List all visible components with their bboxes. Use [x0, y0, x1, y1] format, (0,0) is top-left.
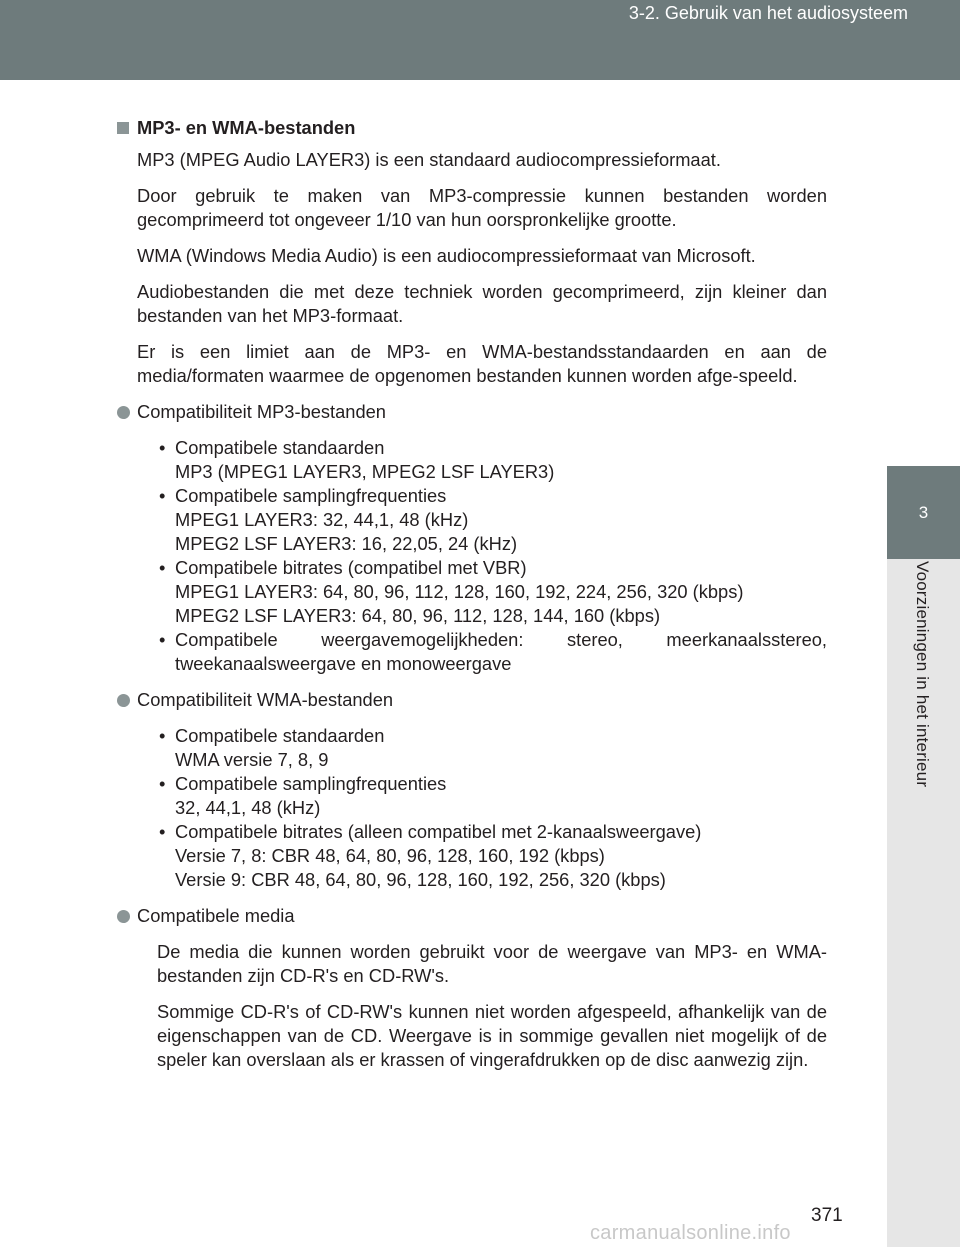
list-item	[159, 436, 827, 484]
mp3-list	[159, 436, 827, 676]
list-item	[159, 628, 827, 676]
dot-bullet-icon: •	[159, 485, 166, 506]
list-item	[159, 556, 827, 628]
list-item-title: Compatibele standaarden	[175, 725, 385, 746]
section-heading-text: MP3- en WMA-bestanden	[137, 117, 356, 138]
watermark: carmanualsonline.info	[590, 1222, 791, 1244]
list-item-line: MPEG1 LAYER3: 32, 44,1, 48 (kHz)	[175, 509, 469, 530]
dot-bullet-icon: •	[159, 557, 166, 578]
list-item-line: MPEG2 LSF LAYER3: 16, 22,05, 24 (kHz)	[175, 533, 518, 554]
square-bullet-icon	[117, 122, 129, 134]
list-item-line: Versie 7, 8: CBR 48, 64, 80, 96, 128, 160, 192 (kbps)	[175, 845, 605, 866]
wma-list	[159, 724, 827, 892]
subsection-heading-text: Compatibiliteit WMA-bestanden	[137, 689, 394, 710]
paragraph: Audiobestanden die met deze techniek worden gecomprimeerd, zijn kleiner dan bestanden van het MP3-formaat.	[137, 281, 827, 326]
dot-bullet-icon: •	[159, 821, 166, 842]
list-item	[159, 820, 827, 892]
dot-bullet-icon: •	[159, 773, 166, 794]
round-bullet-icon	[117, 406, 130, 419]
paragraph: Er is een limiet aan de MP3- en WMA-bestandsstandaarden en aan de media/formaten waarmee de opgenomen bestanden kunnen worden afge-speeld.	[137, 341, 827, 386]
list-item-line: MPEG2 LSF LAYER3: 64, 80, 96, 112, 128, 144, 160 (kbps)	[175, 605, 661, 626]
list-item-title: Compatibele weergavemogelijkheden: stereo, meerkanaalsstereo,	[175, 629, 827, 650]
dot-bullet-icon: •	[159, 725, 166, 746]
page-content	[117, 116, 827, 1084]
list-item-line: WMA versie 7, 8, 9	[175, 749, 329, 770]
list-item-line: MP3 (MPEG1 LAYER3, MPEG2 LSF LAYER3)	[175, 461, 555, 482]
list-item-title: Compatibele bitrates (compatibel met VBR)	[175, 557, 527, 578]
dot-bullet-icon: •	[159, 437, 166, 458]
paragraph: MP3 (MPEG Audio LAYER3) is een standaard audiocompressieformaat.	[137, 149, 721, 170]
page-number: 371	[811, 1205, 843, 1226]
subsection-heading-media	[117, 904, 827, 928]
paragraph: Sommige CD-R's of CD-RW's kunnen niet worden afgespeeld, afhankelijk van de eigenschappen van de CD. Weergave is in sommige gevallen niet mogelijk of de speler kan overslaan als er krassen of vingerafdrukken op de disc aanwezig zijn.	[157, 1001, 827, 1070]
subsection-heading-text: Compatibele media	[137, 905, 295, 926]
list-item-title: Compatibele standaarden	[175, 437, 385, 458]
page-header	[0, 0, 960, 80]
round-bullet-icon	[117, 694, 130, 707]
chapter-number-tab: 3	[887, 466, 960, 559]
list-item-title: Compatibele bitrates (alleen compatibel met 2-kanaalsweergave)	[175, 821, 702, 842]
list-item	[159, 772, 827, 820]
subsection-heading-wma	[117, 688, 827, 712]
round-bullet-icon	[117, 910, 130, 923]
paragraph: WMA (Windows Media Audio) is een audiocompressieformaat van Microsoft.	[137, 245, 756, 266]
list-item-line: 32, 44,1, 48 (kHz)	[175, 797, 321, 818]
list-item	[159, 724, 827, 772]
list-item-line: MPEG1 LAYER3: 64, 80, 96, 112, 128, 160, 192, 224, 256, 320 (kbps)	[175, 581, 744, 602]
list-item-line: Versie 9: CBR 48, 64, 80, 96, 128, 160, 192, 256, 320 (kbps)	[175, 869, 666, 890]
chapter-label: Voorzieningen in het interieur	[913, 561, 932, 788]
list-item-title: Compatibele samplingfrequenties	[175, 485, 447, 506]
subsection-heading-mp3	[117, 400, 827, 424]
subsection-heading-text: Compatibiliteit MP3-bestanden	[137, 401, 386, 422]
list-item-line: tweekanaalsweergave en monoweergave	[175, 653, 512, 674]
paragraph: De media die kunnen worden gebruikt voor de weergave van MP3- en WMA-bestanden zijn CD-R's en CD-RW's.	[157, 941, 827, 986]
paragraph: Door gebruik te maken van MP3-compressie kunnen bestanden worden gecomprimeerd tot ongeveer 1/10 van hun oorspronkelijke grootte.	[137, 185, 827, 230]
list-item	[159, 484, 827, 556]
header-title: 3-2. Gebruik van het audiosysteem	[628, 3, 908, 23]
list-item-title: Compatibele samplingfrequenties	[175, 773, 447, 794]
section-heading	[117, 116, 827, 140]
dot-bullet-icon: •	[159, 629, 166, 650]
